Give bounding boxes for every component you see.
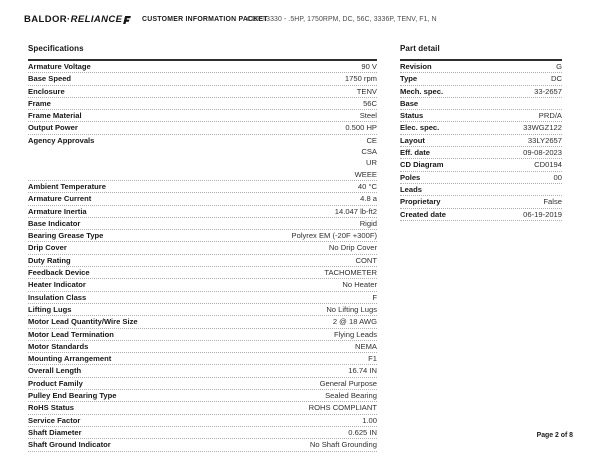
brand-logo-separator: · bbox=[67, 14, 71, 25]
spec-row-label: Lifting Lugs bbox=[28, 304, 72, 314]
specifications-table bbox=[28, 59, 377, 452]
spec-row-value: 90 V bbox=[361, 62, 377, 71]
part-row-value: 33-2657 bbox=[534, 86, 562, 96]
spec-row bbox=[28, 402, 377, 414]
spec-row bbox=[28, 73, 377, 85]
spec-row-value: 16.74 IN bbox=[348, 366, 377, 376]
spec-row bbox=[28, 61, 377, 73]
part-row bbox=[400, 196, 562, 208]
spec-row-value: Rigid bbox=[359, 218, 377, 228]
spec-row-label: Overall Length bbox=[28, 366, 82, 376]
spec-row-label: Motor Lead Quantity/Wire Size bbox=[28, 317, 138, 327]
spec-row bbox=[28, 135, 377, 181]
spec-row-value: 56C bbox=[363, 98, 377, 108]
spec-row-label: Shaft Diameter bbox=[28, 427, 82, 437]
part-row bbox=[400, 98, 562, 110]
part-row bbox=[400, 122, 562, 134]
product-code: CDPT3330 - .5HP, 1750RPM, DC, 56C, 3336P, TENV, F1, N bbox=[247, 16, 437, 23]
part-row-label: Base bbox=[400, 98, 419, 108]
spec-row-label: Ambient Temperature bbox=[28, 181, 106, 191]
part-row-value: 09-08-2023 bbox=[523, 148, 562, 158]
part-row bbox=[400, 147, 562, 159]
part-detail-section bbox=[400, 44, 562, 221]
spec-row bbox=[28, 206, 377, 218]
part-row bbox=[400, 159, 562, 171]
spec-row-label: Service Factor bbox=[28, 415, 81, 425]
spec-row bbox=[28, 255, 377, 267]
part-row-label: Leads bbox=[400, 184, 422, 194]
spec-row-label: Bearing Grease Type bbox=[28, 231, 104, 241]
spec-row-value: 0.625 IN bbox=[348, 427, 377, 437]
spec-row-label: Shaft Ground Indicator bbox=[28, 440, 111, 450]
spec-row bbox=[28, 110, 377, 122]
spec-row-label: Product Family bbox=[28, 378, 83, 388]
spec-row-value: Polyrex EM (-20F +300F) bbox=[291, 231, 377, 241]
spec-row-label: Agency Approvals bbox=[28, 135, 95, 145]
spec-row-label: Duty Rating bbox=[28, 255, 71, 265]
spec-row-label: Base Indicator bbox=[28, 218, 81, 228]
part-row bbox=[400, 209, 562, 221]
brand-logo-baldor: BALDOR bbox=[24, 14, 68, 25]
spec-row-value: General Purpose bbox=[319, 378, 377, 388]
spec-row-label: Enclosure bbox=[28, 86, 65, 96]
spec-row-value: No Drip Cover bbox=[328, 243, 377, 253]
part-row bbox=[400, 172, 562, 184]
spec-row-value: CONT bbox=[355, 255, 377, 265]
part-row-label: Elec. spec. bbox=[400, 123, 440, 133]
spec-row bbox=[28, 415, 377, 427]
spec-row bbox=[28, 439, 377, 451]
spec-row bbox=[28, 242, 377, 254]
spec-row-value: F bbox=[372, 292, 377, 302]
part-row bbox=[400, 184, 562, 196]
part-row-label: Type bbox=[400, 74, 418, 84]
part-row-value: 00 bbox=[553, 172, 562, 182]
part-row-value: False bbox=[543, 197, 562, 207]
part-row-value: DC bbox=[551, 74, 562, 84]
spec-row bbox=[28, 316, 377, 328]
part-row-value: G bbox=[556, 62, 562, 71]
spec-row-value: TENV bbox=[356, 86, 377, 96]
spec-row-label: Frame bbox=[28, 98, 51, 108]
part-row-label: Layout bbox=[400, 135, 425, 145]
spec-row bbox=[28, 181, 377, 193]
spec-row-label: Motor Lead Termination bbox=[28, 329, 114, 339]
part-row bbox=[400, 110, 562, 122]
spec-row-value: 4.8 a bbox=[360, 194, 377, 204]
spec-row-value: TACHOMETER bbox=[324, 268, 377, 278]
spec-row bbox=[28, 353, 377, 365]
part-row-label: Eff. date bbox=[400, 148, 430, 158]
spec-row-label: Frame Material bbox=[28, 111, 82, 121]
spec-row-label: Output Power bbox=[28, 123, 78, 133]
part-row-label: Poles bbox=[400, 172, 421, 182]
part-row-label: Mech. spec. bbox=[400, 86, 444, 96]
spec-row-value: 1750 rpm bbox=[344, 74, 377, 84]
part-row-value: 06-19-2019 bbox=[523, 209, 562, 219]
part-row-label: Proprietary bbox=[400, 197, 441, 207]
spec-row bbox=[28, 86, 377, 98]
part-row-value: 33WGZ122 bbox=[523, 123, 562, 133]
part-detail-title: Part detail bbox=[400, 44, 440, 53]
part-row bbox=[400, 86, 562, 98]
baldor-flag-icon bbox=[123, 16, 131, 24]
specifications-title: Specifications bbox=[28, 44, 84, 53]
spec-row-label: Motor Standards bbox=[28, 341, 89, 351]
spec-row-label: Armature Voltage bbox=[28, 62, 91, 71]
spec-row-value: Flying Leads bbox=[333, 329, 377, 339]
spec-row bbox=[28, 390, 377, 402]
spec-row-label: Armature Current bbox=[28, 194, 92, 204]
spec-row bbox=[28, 378, 377, 390]
spec-row-value: F1 bbox=[368, 354, 377, 364]
spec-row-value: 14.047 lb-ft2 bbox=[334, 206, 377, 216]
part-row-value: CD0194 bbox=[534, 160, 562, 170]
part-row-value: PRD/A bbox=[538, 111, 562, 121]
brand-logo-reliance: RELIANCE bbox=[70, 14, 123, 25]
spec-row-value: 40 °C bbox=[357, 181, 377, 191]
specifications-section bbox=[28, 44, 377, 452]
spec-row-label: Mounting Arrangement bbox=[28, 354, 112, 364]
spec-row-label: Feedback Device bbox=[28, 268, 90, 278]
spec-row bbox=[28, 267, 377, 279]
spec-row bbox=[28, 341, 377, 353]
spec-row bbox=[28, 98, 377, 110]
part-row-label: Status bbox=[400, 111, 424, 121]
spec-row bbox=[28, 193, 377, 205]
spec-row-value: No Heater bbox=[342, 280, 377, 290]
spec-row-label: Insulation Class bbox=[28, 292, 87, 302]
spec-row-value: No Shaft Grounding bbox=[309, 440, 377, 450]
spec-row-value: Sealed Bearing bbox=[325, 391, 377, 401]
part-row bbox=[400, 61, 562, 73]
spec-row bbox=[28, 365, 377, 377]
spec-row-label: RoHS Status bbox=[28, 403, 74, 413]
spec-row bbox=[28, 329, 377, 341]
spec-row-value: CE CSA UR WEEE bbox=[354, 135, 377, 179]
spec-row-value: Steel bbox=[359, 111, 377, 121]
part-detail-table bbox=[400, 59, 562, 221]
part-row bbox=[400, 135, 562, 147]
spec-row bbox=[28, 292, 377, 304]
spec-row-label: Heater Indicator bbox=[28, 280, 86, 290]
spec-row bbox=[28, 230, 377, 242]
spec-row-label: Base Speed bbox=[28, 74, 72, 84]
spec-row-value: NEMA bbox=[355, 341, 377, 351]
part-row-label: Created date bbox=[400, 209, 447, 219]
spec-row bbox=[28, 427, 377, 439]
spec-row bbox=[28, 304, 377, 316]
spec-row-value: No Lifting Lugs bbox=[326, 304, 377, 314]
page-number: Page 2 of 8 bbox=[536, 432, 573, 439]
spec-row bbox=[28, 122, 377, 134]
brand-logo bbox=[24, 14, 130, 25]
part-row bbox=[400, 73, 562, 85]
document-title: CUSTOMER INFORMATION PACKET bbox=[142, 16, 268, 23]
spec-row-value: 0.500 HP bbox=[345, 123, 377, 133]
spec-row-label: Armature Inertia bbox=[28, 206, 87, 216]
part-row-label: CD Diagram bbox=[400, 160, 444, 170]
part-row-value: 33LY2657 bbox=[527, 135, 562, 145]
spec-row bbox=[28, 279, 377, 291]
spec-row-label: Drip Cover bbox=[28, 243, 67, 253]
spec-row-label: Pulley End Bearing Type bbox=[28, 391, 117, 401]
part-row-label: Revision bbox=[400, 62, 432, 71]
spec-row bbox=[28, 218, 377, 230]
spec-row-value: ROHS COMPLIANT bbox=[308, 403, 377, 413]
spec-row-value: 2 @ 18 AWG bbox=[332, 317, 377, 327]
spec-row-value: 1.00 bbox=[362, 415, 377, 425]
